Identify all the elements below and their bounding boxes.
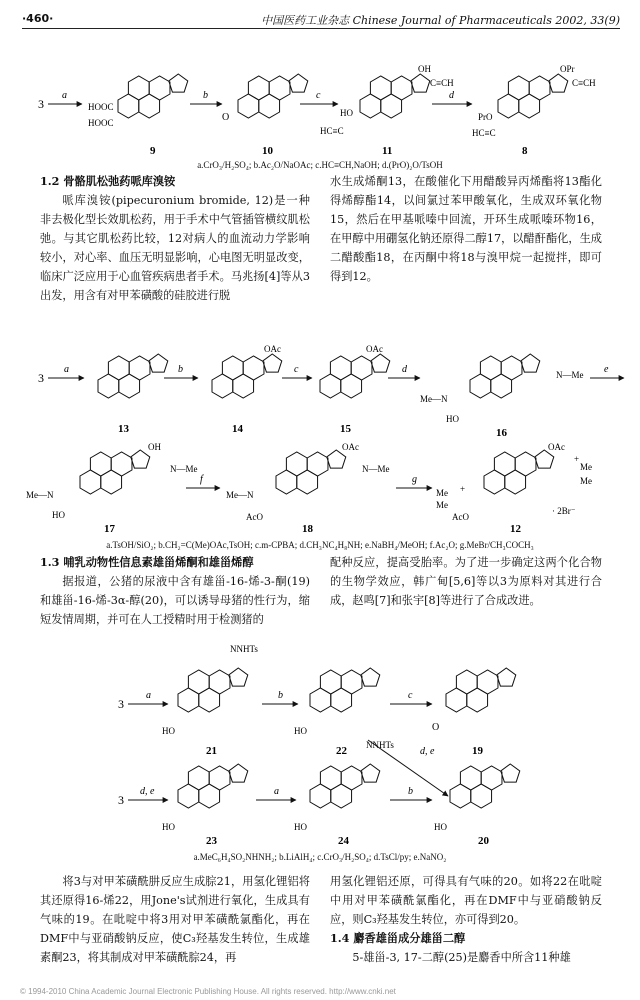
group-label: Me [580,462,592,472]
ring-hexagon [360,94,381,118]
reagent-label: b [408,786,413,797]
ring-hexagon [188,766,209,790]
ring-hexagon [310,688,331,712]
group-label: N—Me [556,370,584,380]
ring-hexagon [188,670,209,694]
ring-hexagon [508,76,529,100]
ring-hexagon [286,452,307,476]
ring-hexagon [128,76,149,100]
ring-hexagon [199,784,220,808]
steroid-18 [276,450,346,494]
group-label: Me—N [420,394,448,404]
ring-hexagon [310,784,331,808]
charge-label: + [460,484,466,494]
ring-hexagon [341,374,362,398]
steroid-12 [484,450,554,494]
group-label: HO [294,726,307,736]
reagent-label: e [604,364,609,375]
steroid-11 [360,74,430,118]
ring-pentagon [229,668,248,686]
start-compound-label: 3 [118,697,124,711]
reagent-label: a [64,364,69,375]
right-column-2 [330,553,602,610]
compound-number: 15 [340,423,351,435]
ring-hexagon [381,94,402,118]
paragraph: 配种反应，提高受胎率。为了进一步确定这两个化合物的生物学效应，韩广甸[5,6]等以3为原料对其进行合成，赵鸣[7]和张宇[8]等进行了合成改进。 [330,556,602,607]
group-label: HO [434,822,447,832]
reagent-label: d [449,90,454,101]
start-compound-label: 3 [118,793,124,807]
ring-hexagon [471,784,492,808]
ring-hexagon [460,766,481,790]
group-label: O [432,722,440,733]
paragraph: 将3与对甲苯磺酰肼反应生成腙21，用氢化锂铝将其还原得16-烯22，用Jone's试剂进行氧化，生成具有气味的19。在吡啶中将3用对甲苯磺酰氯酯化，再在DMF中与亚硝酸钠反应，使C₃羟基发生转位，生成雄素酮23，将其制成对甲苯磺酰腙24，再 [40,875,310,964]
group-label: HOOC [88,118,114,128]
ring-pentagon [411,74,430,92]
steroid-21 [178,668,248,712]
ring-hexagon [297,470,318,494]
ring-hexagon [238,94,259,118]
ring-pentagon [229,764,248,782]
group-label: Me [436,500,448,510]
compound-number: 10 [262,145,273,157]
compound-number: 23 [206,835,217,846]
ring-hexagon [320,374,341,398]
ring-hexagon [111,452,132,476]
group-label: Me—N [226,490,254,500]
ring-hexagon [491,374,512,398]
steroid-10 [238,74,308,118]
ring-hexagon [505,470,526,494]
right-column-3 [330,872,602,967]
group-label: AcO [452,512,469,522]
reagent-label: d, e [420,746,435,757]
start-compound-label: 3 [38,371,44,385]
ring-hexagon [119,374,140,398]
steroid-17 [80,450,150,494]
ring-hexagon [481,766,502,790]
scheme-1-caption: a.CrO₃/H₂SO₄; b.Ac₂O/NaOAc; c.HC≡CH,NaOH; d.(PrO)₂O/TsOH [197,160,443,170]
compound-number: 11 [382,145,393,157]
paragraph: 5-雄甾-3, 17-二醇(25)是麝香中所含11种雄 [352,951,571,964]
journal-name: 中国医药工业杂志 Chinese Journal of Pharmaceuticals 2002, 33(9) [261,14,620,27]
group-label: OAc [366,344,383,354]
ring-hexagon [259,94,280,118]
ring-hexagon [467,688,488,712]
group-label: Me [580,476,592,486]
ring-hexagon [519,94,540,118]
reagent-label: b [278,690,283,701]
compound-number: 21 [206,745,217,757]
ring-pentagon [497,668,516,686]
group-label: O [222,112,230,123]
ring-hexagon [341,670,362,694]
ring-hexagon [480,356,501,380]
compound-number: 19 [472,745,483,757]
paragraph: 据报道，公猪的尿液中含有雄甾-16-烯-3-酮(19)和雄甾-16-烯-3α-醇(20)，可以诱导母猪的性行为，缩短发情周期，并可在人工授精时用于检测猪的 [40,575,310,626]
ring-pentagon [131,450,150,468]
steroid-15 [320,354,390,398]
steroid-24 [310,764,380,808]
paragraph: 水生成烯酮13，在酸催化下用醋酸异丙烯酯将13酯化得烯醇酯14，以间氯过苯甲酸氧化，生成双环氧化物15，然后在甲基哌嗪中回流，开环生成哌嗪环物16，在甲醇中用硼氢化钠还原得二醇17，以醋酐酯化，生成二醋酸酯18，在丙酮中将18与溴甲烷一起搅拌，即可得到12。 [330,175,602,283]
paragraph: 用氢化锂铝还原，可得具有气味的20。如将22在吡啶中用对甲苯磺酰氯酯化，再在DMF中与亚硝酸钠反应，则C₃羟基发生转位，亦可得到20。 [330,875,602,926]
ring-hexagon [276,470,297,494]
ring-hexagon [101,470,122,494]
group-label: N—Me [362,464,390,474]
ring-hexagon [446,688,467,712]
compound-number: 20 [478,835,489,846]
page-number: ·460· [22,12,54,25]
ring-pentagon [371,354,390,372]
steroid-22 [310,668,380,712]
compound-number: 22 [336,745,347,757]
ring-hexagon [307,452,328,476]
group-label: N—Me [170,464,198,474]
reagent-label: a [274,786,279,797]
steroid-20 [450,764,520,808]
steroid-14 [212,354,282,398]
group-label: OPr [560,64,575,74]
copyright-footer: © 1994-2010 China Academic Journal Electronic Publishing House. All rights reserved. http://www.cnki.net [20,987,396,996]
ring-hexagon [320,670,341,694]
section-title: 1.4 麝香雄甾成分雄甾二醇 [330,931,466,945]
compound-number: 18 [302,523,313,535]
group-label: HO [52,510,65,520]
ring-hexagon [233,374,254,398]
scheme-2 [0,338,640,538]
scheme-3 [0,636,640,846]
steroid-13 [98,354,168,398]
group-label: HO [294,822,307,832]
group-label: NNHTs [366,740,394,750]
section-title: 1.3 哺乳动物性信息素雄甾烯酮和雄甾烯醇 [40,555,254,569]
ring-hexagon [118,94,139,118]
ring-hexagon [370,76,391,100]
page-header [22,10,620,29]
section-title: 1.2 骨骼肌松弛药哌库溴铵 [40,174,176,188]
ring-hexagon [269,76,290,100]
group-label: Me [436,488,448,498]
compound-number: 8 [522,145,528,157]
reagent-label: b [178,364,183,375]
group-label: AcO [246,512,263,522]
ring-hexagon [484,470,505,494]
steroid-19 [446,668,516,712]
scheme-1 [0,30,640,160]
reagent-label: c [294,364,299,375]
ring-pentagon [149,354,168,372]
ring-hexagon [178,784,199,808]
ring-hexagon [212,374,233,398]
ring-hexagon [108,356,129,380]
ring-hexagon [139,94,160,118]
group-label: C≡CH [572,78,596,88]
group-label: HC≡C [320,126,344,136]
group-label: Me—N [26,490,54,500]
scheme-3-caption: a.MeC₆H₄SO₂NHNH₂; b.LiAlH₄; c.CrO₃/H₂SO₄; d.TsCl/py; e.NaNO₂ [193,852,447,862]
ring-pentagon [535,450,554,468]
ring-hexagon [391,76,412,100]
compound-number: 9 [150,145,156,157]
reagent-label: a [62,90,67,101]
steroid-16 [470,354,540,398]
group-label: HOOC [88,102,114,112]
reagent-label: g [412,474,417,485]
start-compound-label: 3 [38,97,44,111]
ring-pentagon [289,74,308,92]
ring-pentagon [549,74,568,92]
reagent-label: d, e [140,786,155,797]
ring-pentagon [327,450,346,468]
group-label: NNHTs [230,644,258,654]
counterion-label: · 2Br⁻ [552,506,576,516]
left-column-2 [40,553,310,629]
ring-pentagon [501,764,520,782]
group-label: HO [162,822,175,832]
ring-hexagon [515,452,536,476]
compound-number: 13 [118,423,129,435]
group-label: OAc [548,442,565,452]
ring-pentagon [361,668,380,686]
ring-hexagon [331,784,352,808]
ring-hexagon [498,94,519,118]
reagent-label: d [402,364,407,375]
ring-hexagon [209,766,230,790]
reagent-label: c [316,90,321,101]
ring-hexagon [501,356,522,380]
ring-hexagon [470,374,491,398]
ring-hexagon [351,356,372,380]
ring-pentagon [263,354,282,372]
group-label: OAc [264,344,281,354]
ring-hexagon [243,356,264,380]
right-column-1 [330,172,602,286]
paragraph: 哌库溴铵(pipecuronium bromide, 12)是一种非去极化型长效肌松药，用于手术中气管插管横纹肌松弛。与其它肌松药比较，12对病人的血流动力学影响较小，对心率、血压无明显影响，心电图无明显改变，临床广泛应用于心血管疾病患者手术。马兆扬[4]等从3出发，用含有对甲苯磺酸的硅胶进行脱 [40,194,310,302]
ring-hexagon [330,356,351,380]
group-label: HO [446,414,459,424]
left-column-3 [40,872,310,967]
ring-hexagon [450,784,471,808]
ring-hexagon [331,688,352,712]
ring-hexagon [320,766,341,790]
ring-pentagon [169,74,188,92]
left-column-1 [40,172,310,305]
ring-hexagon [209,670,230,694]
group-label: HO [162,726,175,736]
ring-hexagon [494,452,515,476]
compound-number: 24 [338,835,349,846]
group-label: PrO [478,112,493,122]
reagent-label: a [146,690,151,701]
ring-hexagon [199,688,220,712]
ring-hexagon [98,374,119,398]
compound-number: 12 [510,523,521,535]
group-label: OH [418,64,431,74]
ring-pentagon [521,354,540,372]
steroid-23 [178,764,248,808]
charge-label: + [574,454,580,464]
ring-hexagon [341,766,362,790]
reagent-label: c [408,690,413,701]
group-label: OH [148,442,161,452]
ring-hexagon [529,76,550,100]
ring-hexagon [90,452,111,476]
ring-hexagon [80,470,101,494]
ring-hexagon [456,670,477,694]
reagent-label: f [200,474,203,485]
compound-number: 17 [104,523,115,535]
ring-hexagon [149,76,170,100]
group-label: HO [340,108,353,118]
compound-number: 16 [496,427,507,439]
ring-hexagon [222,356,243,380]
ring-hexagon [129,356,150,380]
compound-number: 14 [232,423,243,435]
ring-hexagon [248,76,269,100]
group-label: OAc [342,442,359,452]
scheme-2-caption: a.TsOH/SiO₂; b.CH₂=C(Me)OAc,TsOH; c.m-CPBA; d.CH₃NC₄H₈NH; e.NaBH₄/MeOH; f.Ac₂O; g.MeBr/CH₃COCH₃ [106,540,534,550]
steroid-8 [498,74,568,118]
steroid-9 [118,74,188,118]
ring-hexagon [178,688,199,712]
group-label: HC≡C [472,128,496,138]
ring-pentagon [361,764,380,782]
group-label: C≡CH [430,78,454,88]
ring-hexagon [477,670,498,694]
reagent-label: b [203,90,208,101]
